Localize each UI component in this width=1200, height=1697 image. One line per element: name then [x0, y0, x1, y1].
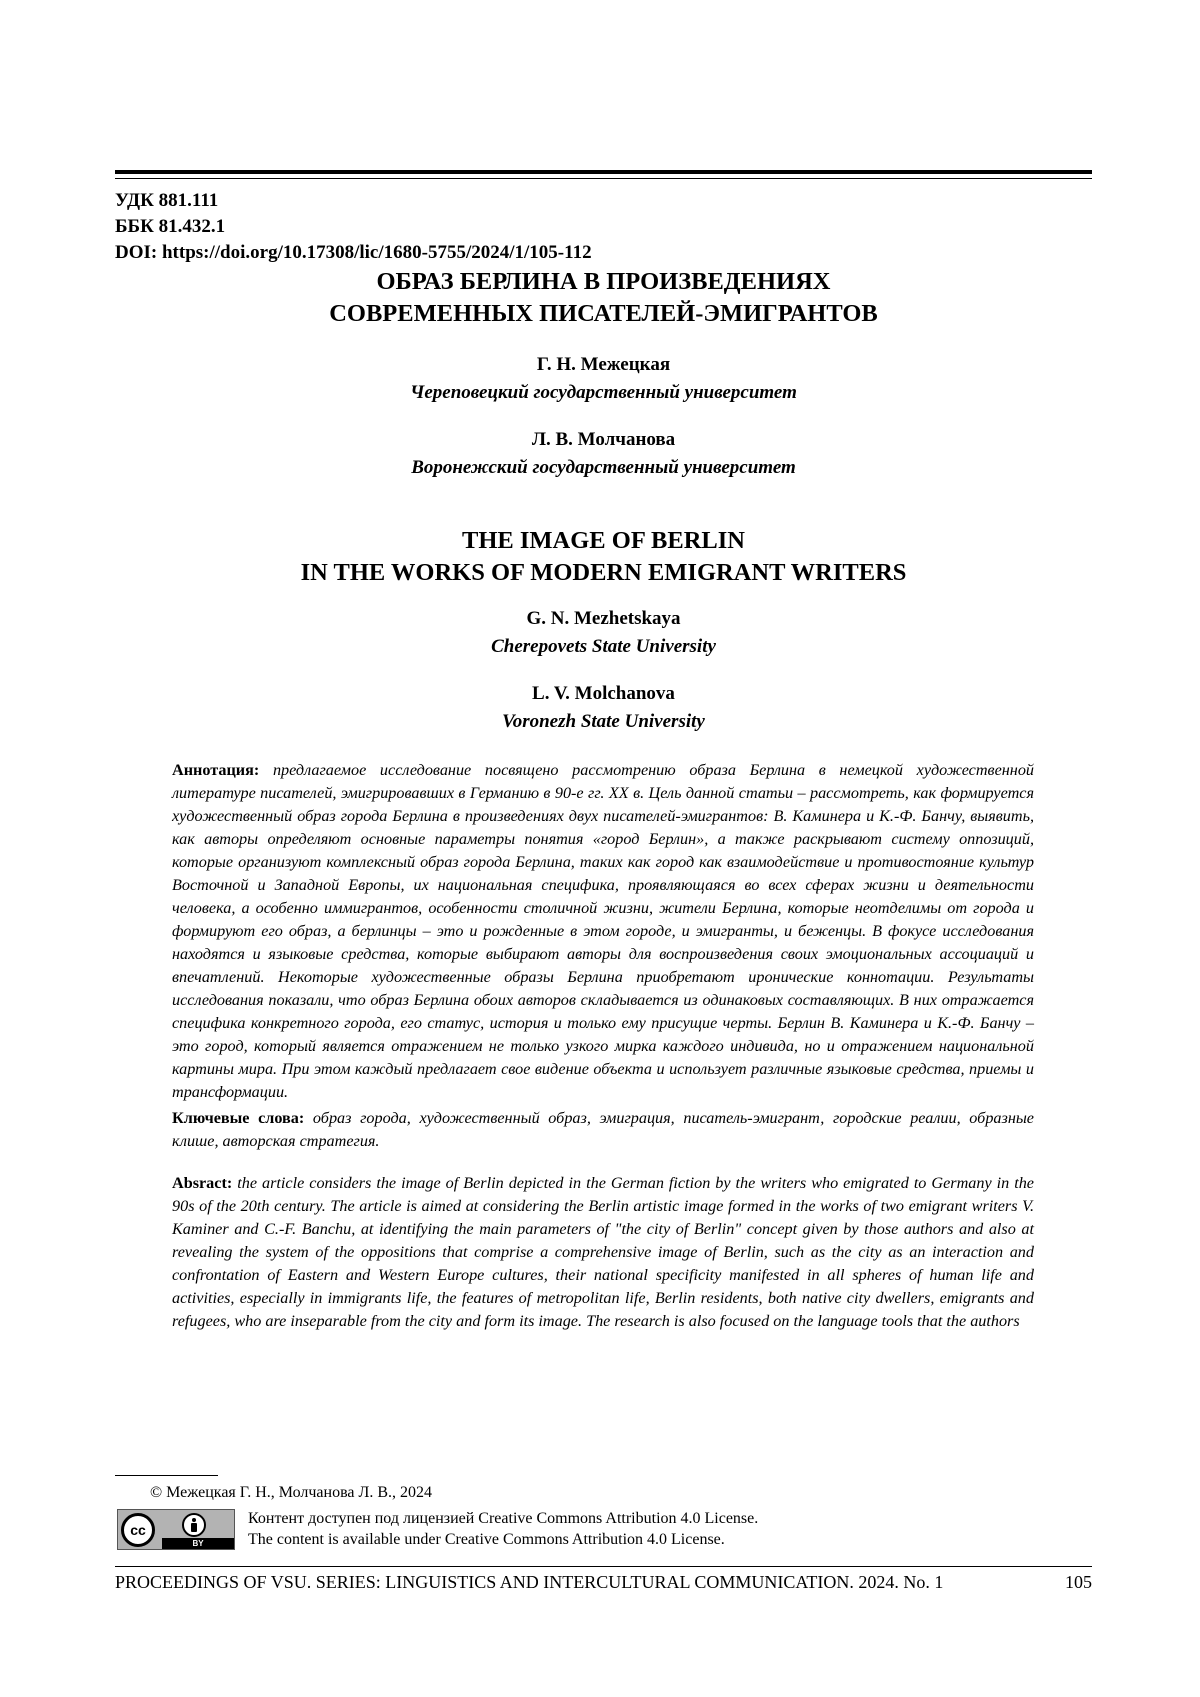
title-ru-line1: ОБРАЗ БЕРЛИНА В ПРОИЗВЕДЕНИЯХ	[115, 266, 1092, 298]
keywords-ru	[172, 1107, 1034, 1153]
author-en-1-name: G. N. Mezhetskaya	[115, 607, 1092, 631]
author-en-2-affiliation: Voronezh State University	[115, 710, 1092, 734]
author-ru-1-affiliation: Череповецкий государственный университет	[115, 381, 1092, 405]
license-en: The content is available under Creative Commons Attribution 4.0 License.	[248, 1529, 758, 1550]
page-number: 105	[1065, 1571, 1092, 1593]
license-ru: Контент доступен под лицензией Creative Commons Attribution 4.0 License.	[248, 1508, 758, 1529]
journal-name: PROCEEDINGS OF VSU. SERIES: LINGUISTICS AND INTERCULTURAL COMMUNICATION. 2024. No. 1	[115, 1571, 943, 1593]
annotation-text: предлагаемое исследование посвящено рассмотрению образа Берлина в немецкой художественной литературе писателей, эмигрировавших в Германию в 90-е гг. XX в. Цель данной статьи – рассмотреть, как формируется художественный образ города Берлина в произведениях двух писателей-эмигрантов: В. Каминера и К.-Ф. Банчу, выявить, как авторы определяют основные параметры понятия «город Берлин», а также раскрывают систему оппозиций, которые организуют комплексный образ города Берлина, таких как город как взаимодействие и противостояние культур Восточной и Западной Европы, их национальная специфика, проявляющаяся во всех сферах жизни и деятельности человека, а особенно иммигрантов, особенности столичной жизни, жители Берлина, которые неотделимы от города и формируют его образ, а берлинцы – это и рожденные в этом городе, и эмигранты, и беженцы. В фокусе исследования находятся и языковые средства, которые выбирают авторы для воспроизведения своих эмоциональных ассоциаций и впечатлений. Некоторые художественные образы Берлина приобретают иронические коннотации. Результаты исследования показали, что образ Берлина обоих авторов складывается из одинаковых составляющих. В них отражается специфика конкретного города, его статус, история и только ему присущие черты. Берлин В. Каминера и К.-Ф. Банчу – это город, который является отражением не только узкого мирка каждого индивида, но и отражением национальной картины мира. При этом каждый предлагает свое видение объекта и использует различные языковые средства, приемы и трансформации.	[172, 761, 1034, 1101]
title-en-line2: IN THE WORKS OF MODERN EMIGRANT WRITERS	[115, 557, 1092, 589]
title-en	[115, 525, 1092, 589]
cc-by-license-badge[interactable]	[117, 1509, 235, 1550]
by-person-icon	[182, 1513, 206, 1537]
abstract-en	[172, 1172, 1034, 1333]
author-en-1-affiliation: Cherepovets State University	[115, 635, 1092, 659]
author-ru-1-name: Г. Н. Межецкая	[115, 353, 1092, 377]
title-ru-line2: СОВРЕМЕННЫХ ПИСАТЕЛЕЙ-ЭМИГРАНТОВ	[115, 298, 1092, 330]
title-ru	[115, 266, 1092, 330]
udk-code: УДК 881.111	[115, 188, 592, 214]
annotation-label: Аннотация:	[172, 761, 259, 779]
abstract-en-label: Absract:	[172, 1174, 232, 1192]
author-ru-2-name: Л. В. Молчанова	[115, 428, 1092, 452]
keywords-label: Ключевые слова:	[172, 1109, 304, 1127]
bbk-code: ББК 81.432.1	[115, 214, 592, 240]
title-en-line1: THE IMAGE OF BERLIN	[115, 525, 1092, 557]
cc-icon: cc	[121, 1513, 155, 1547]
author-ru-2-affiliation: Воронежский государственный университет	[115, 456, 1092, 480]
header-rule-thin	[115, 178, 1092, 179]
doi-link[interactable]: DOI: https://doi.org/10.17308/lic/1680-5755/2024/1/105-112	[115, 240, 592, 266]
footer-rule	[115, 1566, 1092, 1567]
keywords-text: образ города, художественный образ, эмиграция, писатель-эмигрант, городские реалии, образные клише, авторская стратегия.	[172, 1109, 1034, 1150]
by-label: BY	[162, 1538, 234, 1549]
footnote-rule	[115, 1475, 218, 1476]
abstract-en-text: the article considers the image of Berlin depicted in the German fiction by the writers who emigrated to Germany in the 90s of the 20th century. The article is aimed at considering the Berlin artistic image formed in the works of two emigrant writers V. Kaminer and C.-F. Banchu, at identifying the main parameters of "the city of Berlin" concept given by those authors and also at revealing the system of the oppositions that comprise a comprehensive image of Berlin, such as the city as an interaction and confrontation of Eastern and Western Europe cultures, their national specificity manifested in all spheres of human life and activities, especially in immigrants life, the features of metropolitan life, Berlin residents, both native city dwellers, emigrants and refugees, who are inseparable from the city and form its image. The research is also focused on the language tools that the authors	[172, 1174, 1034, 1330]
header-rule-thick	[115, 170, 1092, 174]
author-en-2-name: L. V. Molchanova	[115, 682, 1092, 706]
classification-codes	[115, 188, 592, 266]
license-text	[248, 1508, 758, 1550]
annotation-ru	[172, 759, 1034, 1104]
copyright-note: © Межецкая Г. Н., Молчанова Л. В., 2024	[150, 1482, 432, 1504]
